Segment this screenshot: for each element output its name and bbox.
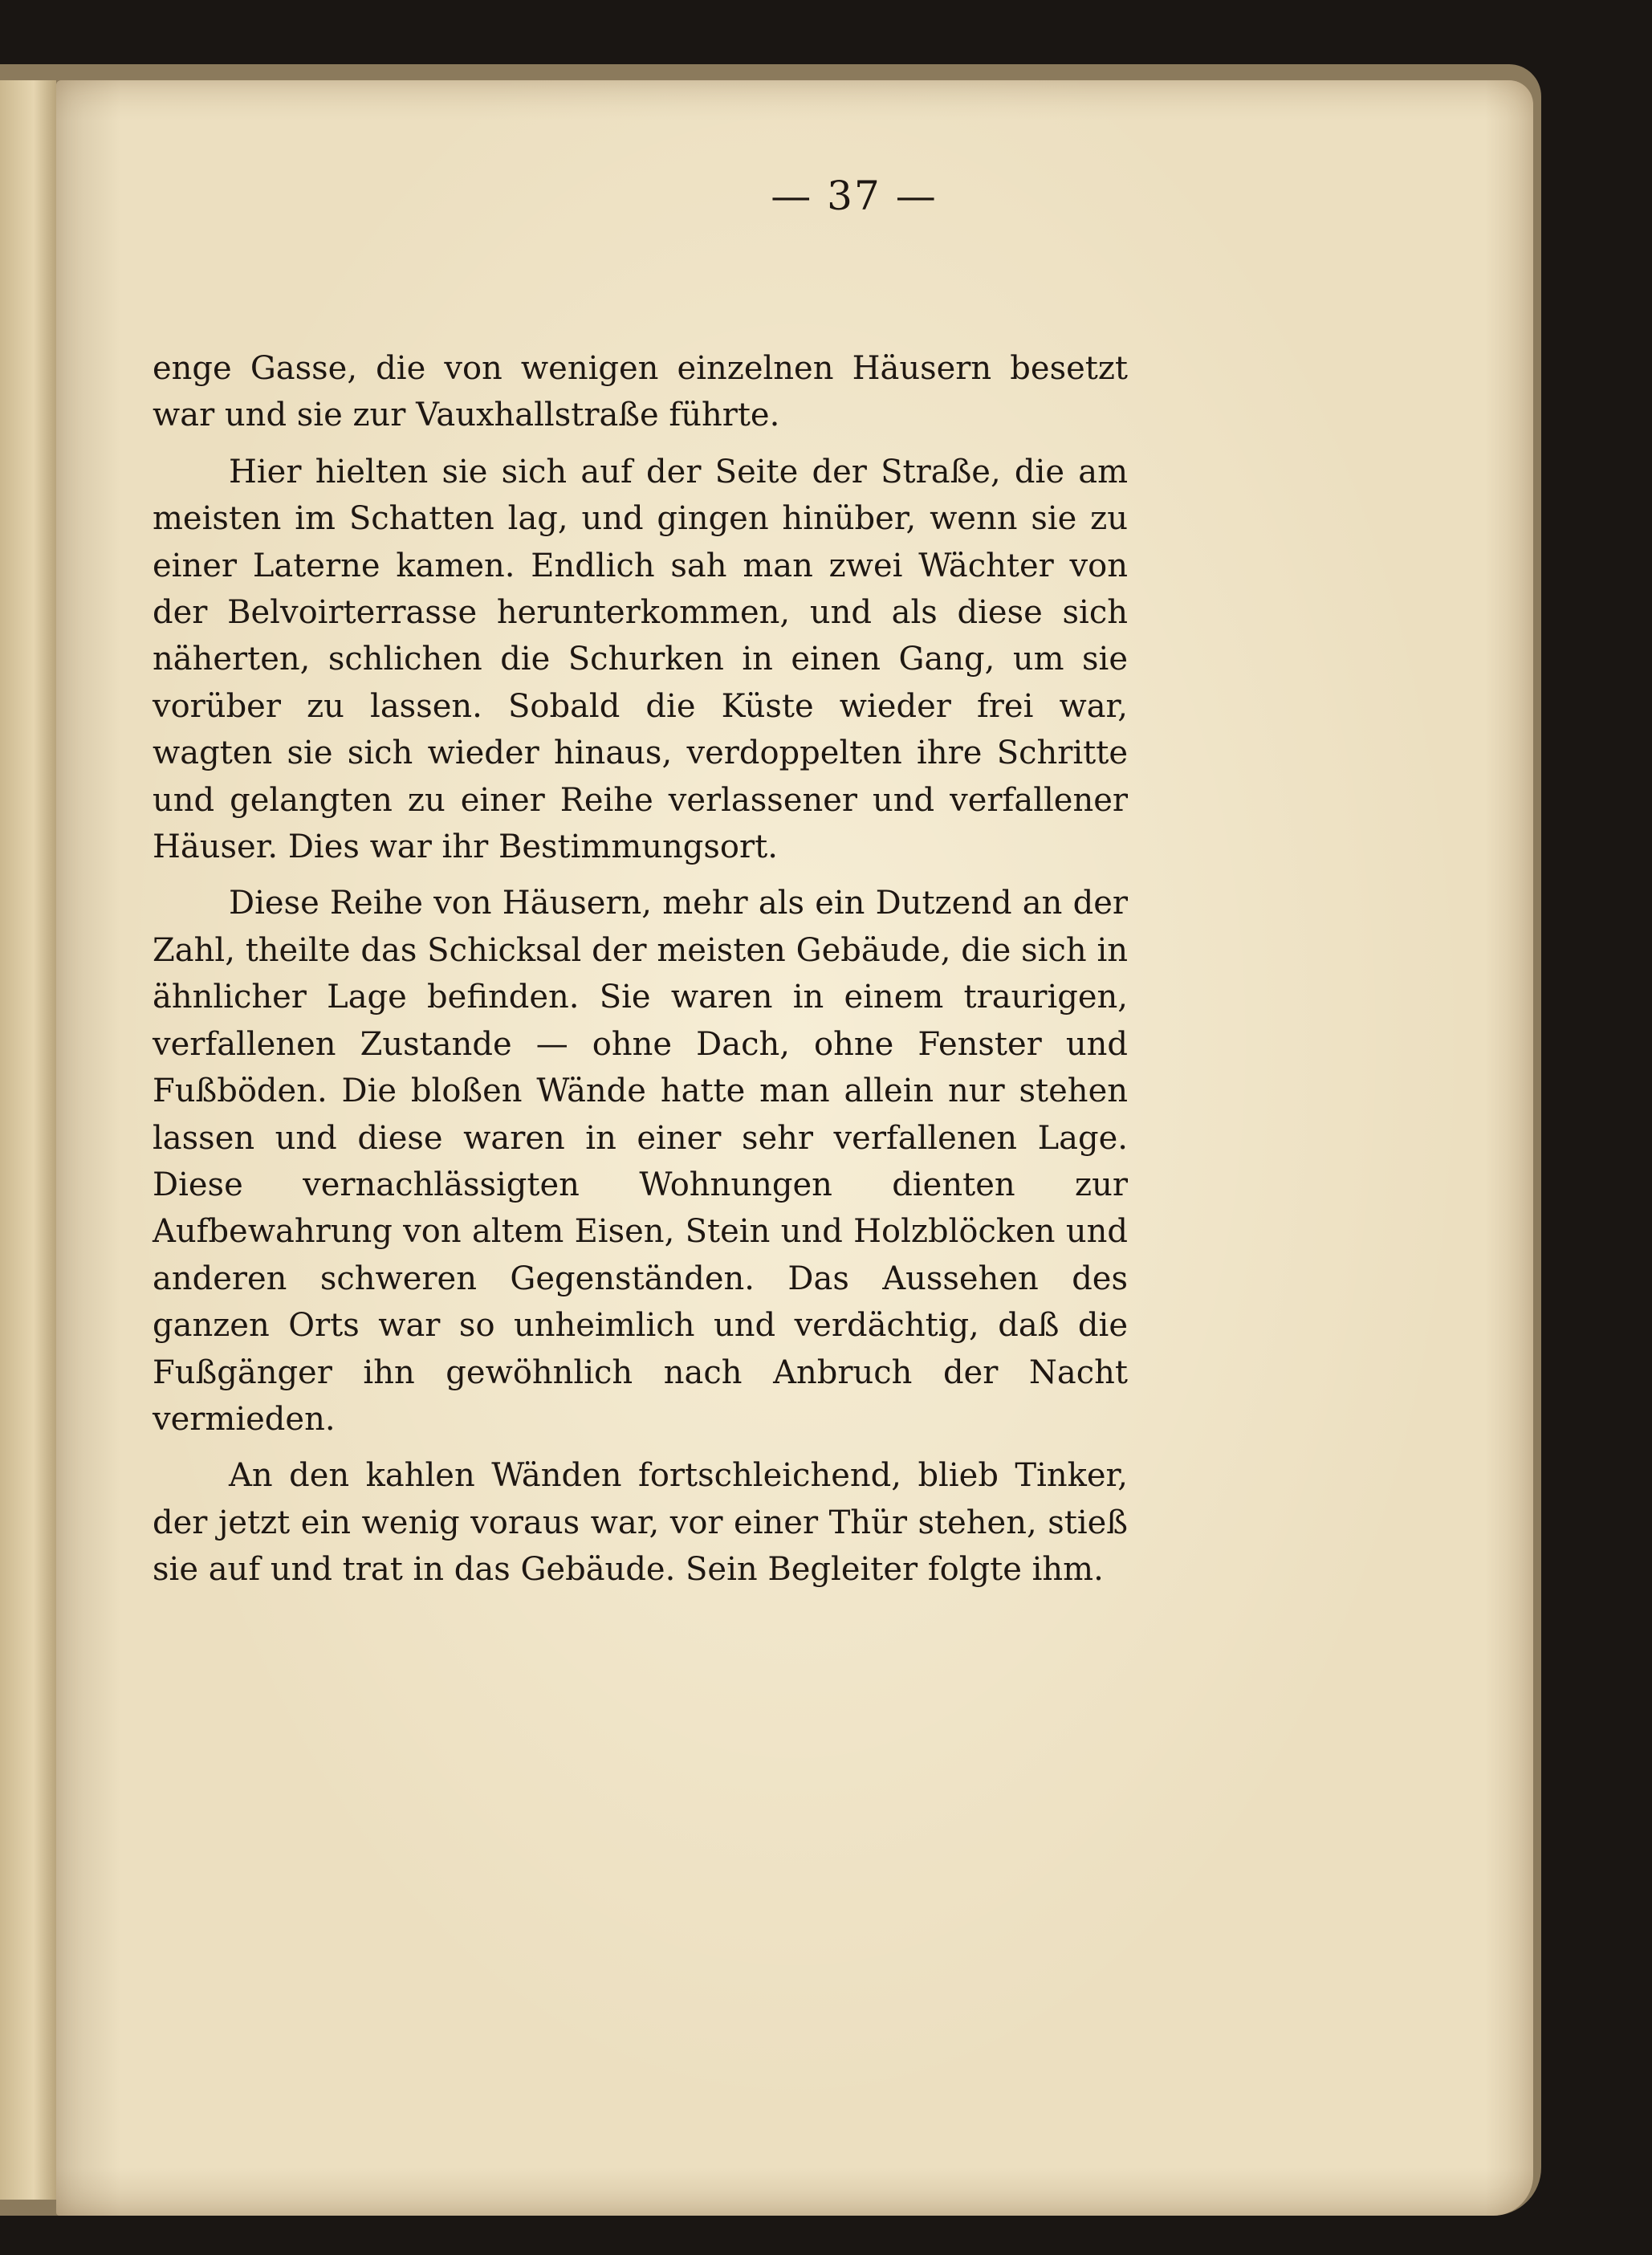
paragraph-3: Diese Reihe von Häusern, mehr als ein Dutzend an der Zahl, theilte das Schicksal der meisten Gebäude, die sich in ähnlicher Lage befinden. Sie waren in einem traurigen, verfallenen Zustande — ohne Dach, ohne Fenster und Fußböden. Die bloßen Wände hatte man allein nur stehen lassen und diese waren in einer sehr verfallenen Lage. Diese vernachlässigten Wohnungen dienten zur Aufbewahrung von altem Eisen, Stein und Holzblöcken und anderen schweren Gegenständen. Das Aussehen des ganzen Orts war so unheimlich und verdächtig, daß die Fußgänger ihn gewöhnlich nach Anbruch der Nacht vermieden.: [153, 885, 1128, 1438]
page-number: — 37 —: [771, 173, 938, 219]
left-page-edge: [0, 80, 56, 2200]
page-header: [0, 173, 1652, 219]
paragraph-4: An den kahlen Wänden fortschleichend, blieb Tinker, der jetzt ein wenig voraus war, vor einer Thür stehen, stieß sie auf und trat in das Gebäude. Sein Begleiter folgte ihm.: [153, 1457, 1128, 1589]
paragraph-2: Hier hielten sie sich auf der Seite der Straße, die am meisten im Schatten lag, und gingen hinüber, wenn sie zu einer Laterne kamen. Endlich sah man zwei Wächter von der Belvoirterrasse herunterkommen, und als diese sich näherten, schlichen die Schurken in einen Gang, um sie vorüber zu lassen. Sobald die Küste wieder frei war, wagten sie sich wieder hinaus, verdoppelten ihre Schritte und gelangten zu einer Reihe verlassener und verfallener Häuser. Dies war ihr Bestimmungsort.: [153, 453, 1128, 866]
page-text: [153, 345, 1128, 1603]
paragraph-1: enge Gasse, die von wenigen einzelnen Häusern besetzt war und sie zur Vauxhallstraße führte.: [153, 350, 1128, 434]
